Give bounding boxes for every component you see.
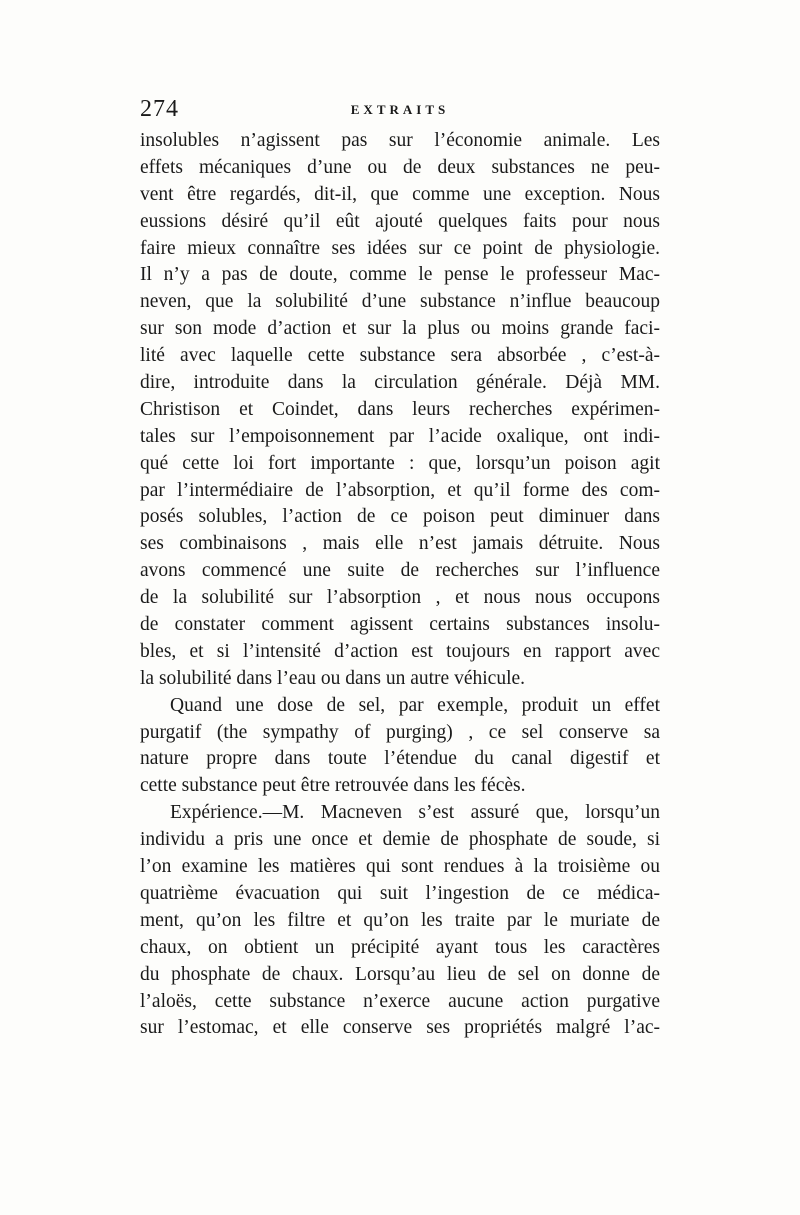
text-line: dire, introduite dans la circulation générale. Déjà MM. bbox=[140, 372, 660, 394]
text-line: l’on examine les matières qui sont rendues à la troisième ou bbox=[140, 856, 660, 878]
text-line: quatrième évacuation qui suit l’ingestion de ce médica- bbox=[140, 882, 660, 904]
text-line: individu a pris une once et demie de phosphate de soude, si bbox=[140, 829, 660, 851]
text-line: posés solubles, l’action de ce poison peut diminuer dans bbox=[140, 506, 660, 528]
text-line: du phosphate de chaux. Lorsqu’au lieu de sel on donne de bbox=[140, 963, 660, 985]
running-head: EXTRAITS bbox=[350, 102, 450, 117]
text-line: vent être regardés, dit-il, que comme une exception. Nous bbox=[140, 183, 660, 205]
text-line: de la solubilité sur l’absorption , et nous nous occupons bbox=[140, 587, 660, 609]
text-line: Christison et Coindet, dans leurs recherches expérimen- bbox=[140, 398, 660, 420]
text-line: qué cette loi fort importante : que, lorsqu’un poison agit bbox=[140, 452, 660, 474]
text-line: tales sur l’empoisonnement par l’acide oxalique, ont indi- bbox=[140, 425, 660, 447]
text-line: insolubles n’agissent pas sur l’économie animale. Les bbox=[140, 130, 660, 151]
text-line: Il n’y a pas de doute, comme le pense le professeur Mac- bbox=[140, 264, 660, 286]
text-line: de constater comment agissent certains substances insolu- bbox=[140, 614, 660, 636]
text-line: Expérience.—M. Macneven s’est assuré que, lorsqu’un bbox=[170, 802, 660, 824]
text-line: neven, que la solubilité d’une substance n’influe beaucoup bbox=[140, 291, 660, 313]
text-line: lité avec laquelle cette substance sera absorbée , c’est-à- bbox=[140, 345, 660, 367]
page-header bbox=[140, 96, 660, 126]
text-line: nature propre dans toute l’étendue du canal digestif et bbox=[140, 748, 660, 770]
text-line: cette substance peut être retrouvée dans les fécès. bbox=[140, 775, 526, 797]
text-line: ment, qu’on les filtre et qu’on les traite par le muriate de bbox=[140, 909, 660, 931]
text-line: eussions désiré qu’il eût ajouté quelques faits pour nous bbox=[140, 210, 660, 232]
text-line: purgatif (the sympathy of purging) , ce sel conserve sa bbox=[140, 721, 660, 743]
page-number: 274 bbox=[140, 96, 179, 122]
text-line: Quand une dose de sel, par exemple, produit un effet bbox=[170, 694, 660, 716]
text-line: bles, et si l’intensité d’action est toujours en rapport avec bbox=[140, 640, 660, 662]
text-line: chaux, on obtient un précipité ayant tous les caractères bbox=[140, 936, 660, 958]
text-line: effets mécaniques d’une ou de deux substances ne peu- bbox=[140, 156, 660, 178]
text-line: avons commencé une suite de recherches sur l’influence bbox=[140, 560, 660, 582]
text-line: faire mieux connaître ses idées sur ce point de physiologie. bbox=[140, 237, 660, 259]
text-line: la solubilité dans l’eau ou dans un autre véhicule. bbox=[140, 667, 526, 689]
text-line: sur son mode d’action et sur la plus ou moins grande faci- bbox=[140, 318, 660, 340]
text-line: par l’intermédiaire de l’absorption, et qu’il forme des com- bbox=[140, 479, 660, 501]
text-line: l’aloës, cette substance n’exerce aucune action purgative bbox=[140, 990, 660, 1012]
body-text bbox=[140, 128, 660, 1042]
text-line: ses combinaisons , mais elle n’est jamais détruite. Nous bbox=[140, 533, 660, 555]
text-line: sur l’estomac, et elle conserve ses propriétés malgré l’ac- bbox=[140, 1017, 660, 1039]
